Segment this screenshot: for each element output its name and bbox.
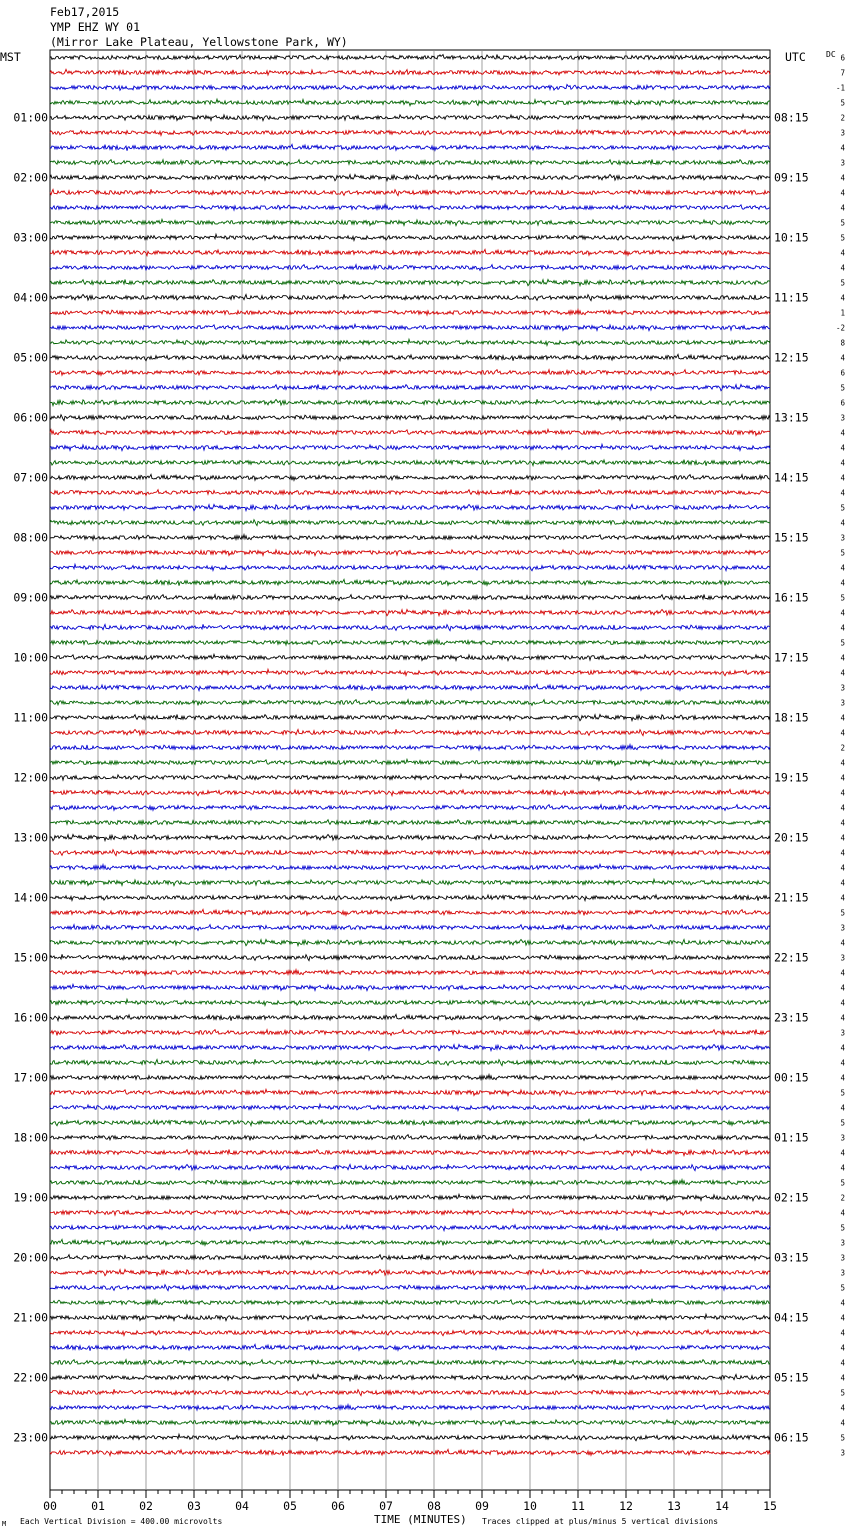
trace-line	[50, 759, 770, 765]
trace-line	[50, 1045, 770, 1051]
dc-offset-value: 3	[840, 1133, 845, 1143]
dc-offset-value: 4	[840, 1343, 845, 1353]
trace-line	[50, 715, 770, 721]
trace-line	[50, 774, 770, 780]
trace-line	[50, 520, 770, 526]
trace-line	[50, 895, 770, 901]
utc-hour-label: 21:15	[774, 890, 809, 905]
trace-line	[50, 700, 770, 706]
trace-line	[50, 1434, 770, 1440]
trace-line	[50, 280, 770, 286]
trace-line	[50, 669, 770, 675]
dc-offset-value: 3	[840, 533, 845, 543]
utc-hour-label: 23:15	[774, 1010, 809, 1025]
mst-hour-label: 01:00	[13, 110, 48, 125]
mst-hour-label: 02:00	[13, 170, 48, 185]
trace-line	[50, 1089, 770, 1095]
trace-line	[50, 219, 770, 225]
dc-offset-value: 2	[840, 743, 845, 753]
trace-line	[50, 1299, 770, 1304]
trace-line	[50, 205, 770, 210]
mst-hour-label: 16:00	[13, 1010, 48, 1025]
trace-line	[50, 1419, 770, 1425]
trace-line	[50, 354, 770, 360]
dc-offset-value: 5	[840, 278, 845, 288]
dc-offset-value: 4	[840, 263, 845, 273]
trace-line	[50, 399, 770, 405]
utc-hour-label: 00:15	[774, 1070, 809, 1085]
dc-offset-value: -2	[835, 323, 845, 333]
dc-offset-value: 4	[840, 668, 845, 678]
plot-header	[0, 5, 836, 64]
mst-hour-label: 19:00	[13, 1190, 48, 1205]
x-axis-label: TIME (MINUTES)	[374, 1513, 467, 1526]
utc-hour-label: 15:15	[774, 530, 809, 545]
mst-hour-label: 04:00	[13, 290, 48, 305]
trace-line	[50, 189, 770, 195]
trace-line	[50, 1194, 770, 1200]
dc-offset-value: 3	[840, 1253, 845, 1263]
dc-offset-value: 3	[840, 413, 845, 423]
x-tick-label: 00	[43, 1499, 57, 1513]
dc-offset-value: 4	[840, 1073, 845, 1083]
dc-offset-value: 4	[840, 968, 845, 978]
dc-offset-value: 4	[840, 653, 845, 663]
dc-offset-value: 4	[840, 248, 845, 258]
trace-line	[50, 144, 770, 150]
dc-offset-value: 4	[840, 473, 845, 483]
utc-hour-label: 22:15	[774, 950, 809, 965]
x-tick-label: 03	[187, 1499, 201, 1513]
trace-line	[50, 85, 770, 91]
utc-hour-label: 09:15	[774, 170, 809, 185]
utc-hour-labels	[774, 111, 809, 1445]
utc-hour-label: 17:15	[774, 650, 809, 665]
dc-offset-value: 4	[840, 713, 845, 723]
mst-hour-label: 20:00	[13, 1250, 48, 1265]
x-tick-label: 13	[667, 1499, 681, 1513]
utc-hour-label: 12:15	[774, 350, 809, 365]
dc-offset-column	[836, 54, 846, 1458]
trace-line	[50, 624, 770, 630]
x-tick-label: 15	[763, 1499, 777, 1513]
dc-offset-value: 4	[840, 578, 845, 588]
dc-offset-value: 2	[840, 113, 845, 123]
trace-line	[50, 789, 770, 795]
mst-hour-label: 10:00	[13, 650, 48, 665]
dc-offset-value: 4	[840, 443, 845, 453]
trace-line	[50, 234, 770, 240]
x-tick-label: 04	[235, 1499, 249, 1513]
trace-line	[50, 610, 770, 616]
mst-hour-label: 18:00	[13, 1130, 48, 1145]
mst-hour-label: 08:00	[13, 530, 48, 545]
trace-line	[50, 970, 770, 975]
trace-line	[50, 160, 770, 166]
trace-line	[50, 99, 770, 106]
trace-line	[50, 640, 770, 645]
trace-line	[50, 1269, 770, 1275]
dc-offset-value: 5	[840, 1178, 845, 1188]
x-tick-label: 05	[283, 1499, 297, 1513]
trace-line	[50, 1164, 770, 1170]
dc-offset-value: 4	[840, 488, 845, 498]
trace-line	[50, 820, 770, 825]
dc-offset-value: 4	[840, 458, 845, 468]
x-tick-label: 06	[331, 1499, 345, 1513]
footer-mark: M	[2, 1520, 7, 1528]
trace-line	[50, 1375, 770, 1381]
dc-offset-value: 4	[840, 803, 845, 813]
trace-line	[50, 864, 770, 869]
trace-line	[50, 954, 770, 960]
trace-line	[50, 805, 770, 811]
dc-offset-value: 6	[840, 368, 845, 378]
trace-line	[50, 1344, 770, 1350]
dc-offset-value: 4	[840, 1208, 845, 1218]
utc-hour-label: 10:15	[774, 230, 809, 245]
mst-hour-label: 11:00	[13, 710, 48, 725]
utc-hour-label: 18:15	[774, 710, 809, 725]
dc-offset-value: 4	[840, 1373, 845, 1383]
dc-offset-value: 3	[840, 1448, 845, 1458]
mst-hour-label: 12:00	[13, 770, 48, 785]
x-tick-label: 11	[571, 1499, 585, 1513]
dc-offset-value: 4	[840, 1148, 845, 1158]
trace-line	[50, 69, 770, 75]
trace-line	[50, 1059, 770, 1065]
utc-hour-label: 02:15	[774, 1190, 809, 1205]
dc-offset-value: -1	[835, 83, 845, 93]
dc-label: DC	[826, 50, 836, 59]
trace-line	[50, 1075, 770, 1080]
dc-offset-value: 4	[840, 1013, 845, 1023]
trace-line	[50, 385, 770, 391]
trace-line	[50, 1180, 770, 1185]
trace-line	[50, 550, 770, 556]
trace-line	[50, 444, 770, 450]
trace-line	[50, 474, 770, 480]
dc-offset-value: 4	[840, 1043, 845, 1053]
dc-offset-value: 4	[840, 563, 845, 573]
dc-offset-value: 4	[840, 938, 845, 948]
seismic-traces	[50, 55, 770, 1456]
trace-line	[50, 310, 770, 315]
x-tick-label: 07	[379, 1499, 393, 1513]
mst-hour-label: 23:00	[13, 1430, 48, 1445]
trace-line	[50, 460, 770, 466]
trace-line	[50, 745, 770, 750]
utc-hour-label: 14:15	[774, 470, 809, 485]
dc-offset-value: 6	[840, 53, 845, 63]
dc-offset-value: 3	[840, 158, 845, 168]
mst-hour-label: 05:00	[13, 350, 48, 365]
x-tick-label: 08	[427, 1499, 441, 1513]
trace-line	[50, 339, 770, 345]
dc-offset-value: 4	[840, 1103, 845, 1113]
dc-offset-value: 3	[840, 1268, 845, 1278]
right-zone-label: UTC	[785, 50, 806, 64]
dc-offset-value: 3	[840, 1028, 845, 1038]
trace-line	[50, 1239, 770, 1245]
trace-line	[50, 909, 770, 915]
dc-offset-value: 3	[840, 923, 845, 933]
x-tick-label: 12	[619, 1499, 633, 1513]
header-station: YMP EHZ WY 01	[50, 20, 141, 34]
trace-line	[50, 940, 770, 946]
utc-hour-label: 11:15	[774, 290, 809, 305]
dc-offset-value: 4	[840, 518, 845, 528]
dc-offset-value: 4	[840, 788, 845, 798]
mst-hour-label: 15:00	[13, 950, 48, 965]
dc-offset-value: 4	[840, 998, 845, 1008]
dc-offset-value: 4	[840, 608, 845, 618]
trace-line	[50, 1030, 770, 1036]
trace-line	[50, 834, 770, 840]
mst-hour-label: 13:00	[13, 830, 48, 845]
trace-line	[50, 984, 770, 990]
dc-offset-value: 5	[840, 593, 845, 603]
mst-hour-label: 22:00	[13, 1370, 48, 1385]
mst-hour-label: 21:00	[13, 1310, 48, 1325]
trace-line	[50, 534, 770, 540]
trace-line	[50, 1014, 770, 1020]
trace-line	[50, 595, 770, 601]
trace-line	[50, 729, 770, 735]
trace-line	[50, 879, 770, 885]
dc-offset-value: 5	[840, 1118, 845, 1128]
dc-offset-value: 4	[840, 623, 845, 633]
trace-line	[50, 1389, 770, 1395]
dc-offset-value: 5	[840, 98, 845, 108]
x-axis	[43, 1490, 777, 1513]
trace-line	[50, 1209, 770, 1215]
trace-line	[50, 1405, 770, 1410]
dc-offset-value: 5	[840, 548, 845, 558]
dc-offset-value: 4	[840, 773, 845, 783]
trace-line	[50, 999, 770, 1005]
x-tick-label: 02	[139, 1499, 153, 1513]
trace-line	[50, 850, 770, 856]
dc-offset-value: 5	[840, 1223, 845, 1233]
utc-hour-label: 16:15	[774, 590, 809, 605]
dc-offset-value: 4	[840, 1403, 845, 1413]
dc-offset-value: 5	[840, 503, 845, 513]
trace-line	[50, 1104, 770, 1110]
dc-offset-value: 4	[840, 293, 845, 303]
clip-note: Traces clipped at plus/minus 5 vertical divisions	[482, 1517, 719, 1526]
trace-line	[50, 249, 770, 255]
scale-note: Each Vertical Division = 400.00 microvolts	[20, 1517, 223, 1526]
trace-line	[50, 1330, 770, 1336]
trace-line	[50, 564, 770, 570]
utc-hour-label: 01:15	[774, 1130, 809, 1145]
dc-offset-value: 2	[840, 1193, 845, 1203]
dc-offset-value: 4	[840, 893, 845, 903]
dc-offset-value: 5	[840, 1088, 845, 1098]
trace-line	[50, 1225, 770, 1231]
trace-line	[50, 579, 770, 585]
utc-hour-label: 08:15	[774, 110, 809, 125]
dc-offset-value: 5	[840, 218, 845, 228]
trace-line	[50, 130, 770, 136]
dc-offset-value: 1	[840, 308, 845, 318]
utc-hour-label: 06:15	[774, 1430, 809, 1445]
dc-offset-value: 4	[840, 1058, 845, 1068]
trace-line	[50, 175, 770, 181]
dc-offset-value: 4	[840, 1298, 845, 1308]
dc-offset-value: 5	[840, 233, 845, 243]
trace-line	[50, 1135, 770, 1141]
dc-offset-value: 4	[840, 1313, 845, 1323]
dc-offset-value: 3	[840, 128, 845, 138]
utc-hour-label: 03:15	[774, 1250, 809, 1265]
utc-hour-label: 13:15	[774, 410, 809, 425]
trace-line	[50, 55, 770, 60]
dc-offset-value: 4	[840, 173, 845, 183]
dc-offset-value: 5	[840, 383, 845, 393]
dc-offset-value: 5	[840, 1388, 845, 1398]
dc-offset-value: 4	[840, 848, 845, 858]
mst-hour-label: 09:00	[13, 590, 48, 605]
x-tick-label: 01	[91, 1499, 105, 1513]
dc-offset-value: 4	[840, 353, 845, 363]
trace-line	[50, 490, 770, 496]
dc-offset-value: 6	[840, 398, 845, 408]
trace-line	[50, 1314, 770, 1320]
dc-offset-value: 4	[840, 758, 845, 768]
header-location: (Mirror Lake Plateau, Yellowstone Park, WY)	[50, 35, 348, 49]
utc-hour-label: 20:15	[774, 830, 809, 845]
plot-footer	[2, 1513, 718, 1528]
dc-offset-value: 4	[840, 203, 845, 213]
left-zone-label: MST	[0, 50, 21, 64]
trace-line	[50, 429, 770, 435]
dc-offset-value: 4	[840, 818, 845, 828]
utc-hour-label: 04:15	[774, 1310, 809, 1325]
trace-line	[50, 504, 770, 510]
dc-offset-value: 5	[840, 908, 845, 918]
utc-hour-label: 05:15	[774, 1370, 809, 1385]
trace-line	[50, 925, 770, 931]
mst-hour-label: 06:00	[13, 410, 48, 425]
dc-offset-value: 4	[840, 863, 845, 873]
trace-line	[50, 654, 770, 660]
x-tick-label: 10	[523, 1499, 537, 1513]
dc-offset-value: 3	[840, 1238, 845, 1248]
x-tick-label: 09	[475, 1499, 489, 1513]
dc-offset-value: 3	[840, 683, 845, 693]
header-date: Feb17,2015	[50, 5, 120, 19]
trace-line	[50, 415, 770, 421]
dc-offset-value: 7	[840, 68, 845, 78]
dc-offset-value: 4	[840, 1418, 845, 1428]
trace-line	[50, 1360, 770, 1366]
trace-line	[50, 265, 770, 271]
trace-line	[50, 1449, 770, 1455]
trace-line	[50, 1285, 770, 1291]
trace-line	[50, 1119, 770, 1125]
dc-offset-value: 4	[840, 1358, 845, 1368]
dc-offset-value: 4	[840, 188, 845, 198]
dc-offset-value: 4	[840, 728, 845, 738]
dc-offset-value: 5	[840, 638, 845, 648]
mst-hour-labels	[13, 111, 48, 1445]
trace-line	[50, 684, 770, 690]
trace-line	[50, 1255, 770, 1261]
trace-line	[50, 324, 770, 330]
dc-offset-value: 3	[840, 698, 845, 708]
dc-offset-value: 5	[840, 1433, 845, 1443]
dc-offset-value: 4	[840, 878, 845, 888]
trace-line	[50, 1150, 770, 1156]
dc-offset-value: 3	[840, 953, 845, 963]
mst-hour-label: 07:00	[13, 470, 48, 485]
dc-offset-value: 4	[840, 1328, 845, 1338]
dc-offset-value: 8	[840, 338, 845, 348]
utc-hour-label: 19:15	[774, 770, 809, 785]
dc-offset-value: 4	[840, 1163, 845, 1173]
mst-hour-label: 17:00	[13, 1070, 48, 1085]
trace-line	[50, 370, 770, 376]
dc-offset-value: 4	[840, 833, 845, 843]
dc-offset-value: 4	[840, 143, 845, 153]
mst-hour-label: 14:00	[13, 890, 48, 905]
dc-offset-value: 4	[840, 428, 845, 438]
trace-line	[50, 114, 770, 120]
trace-line	[50, 294, 770, 300]
x-tick-label: 14	[715, 1499, 729, 1513]
mst-hour-label: 03:00	[13, 230, 48, 245]
dc-offset-value: 5	[840, 1283, 845, 1293]
dc-offset-value: 4	[840, 983, 845, 993]
